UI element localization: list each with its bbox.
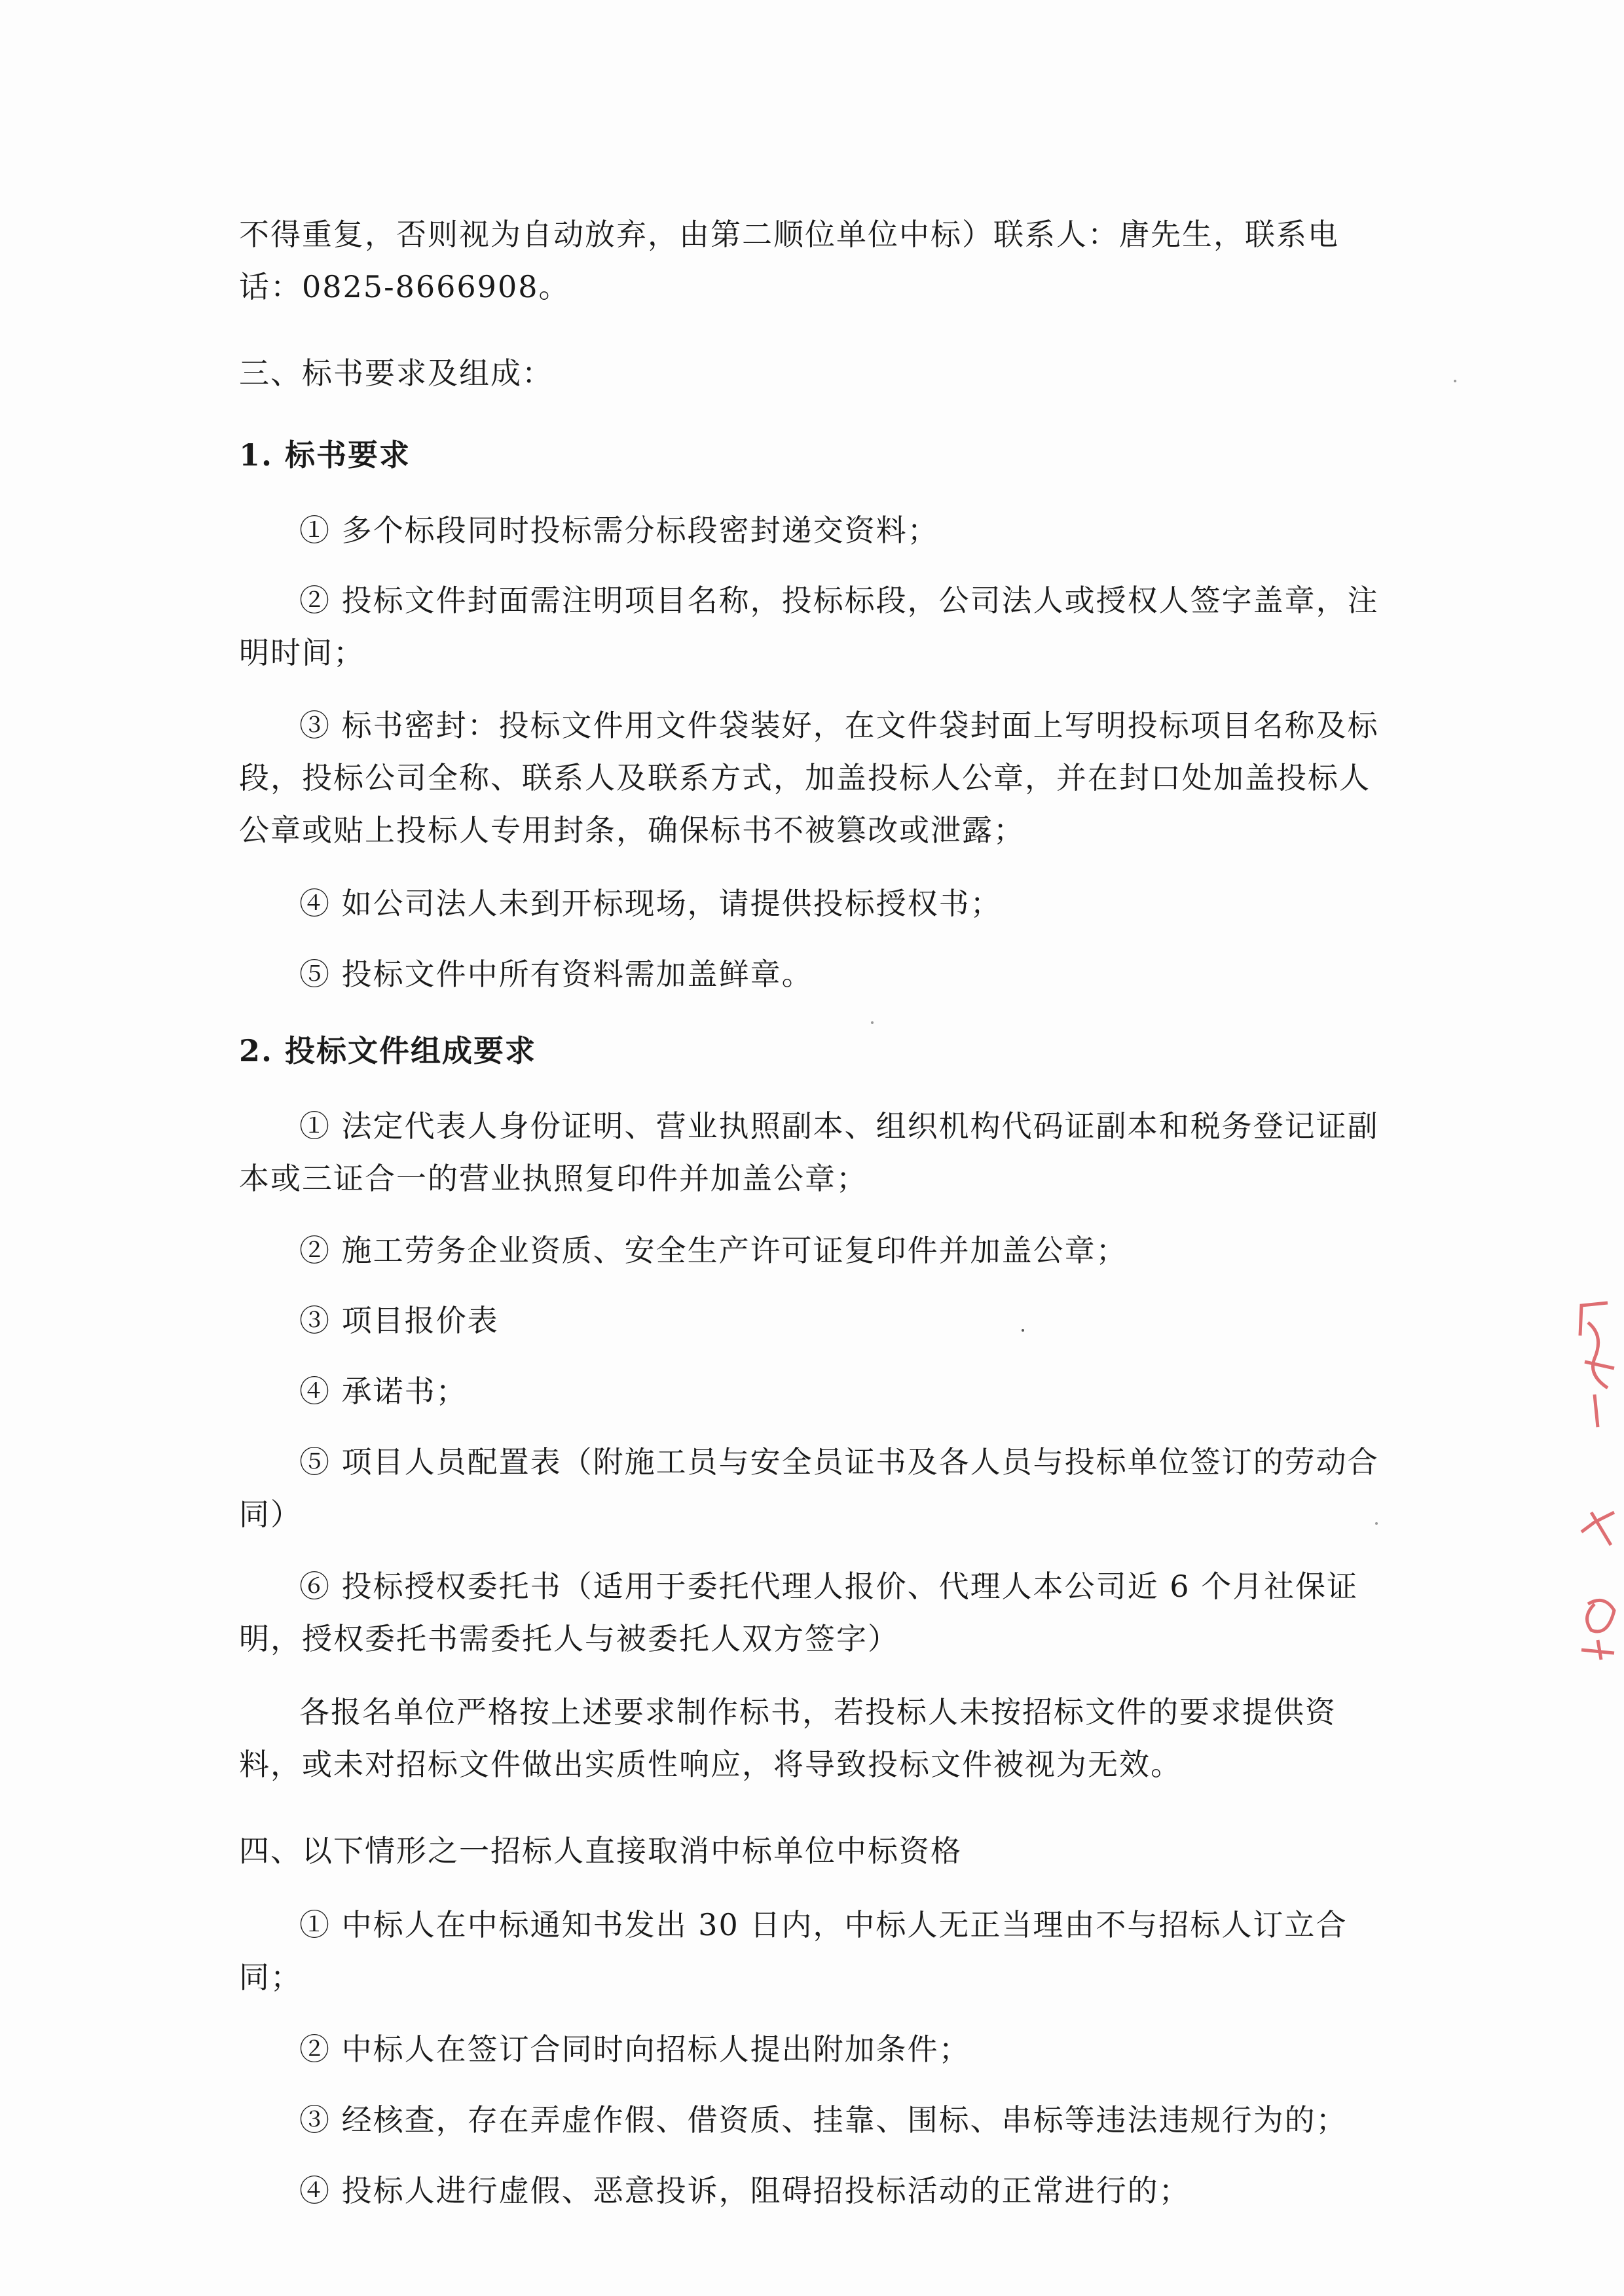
list-item: ④ 投标人进行虚假、恶意投诉，阻碍招投标活动的正常进行的；: [299, 2173, 1190, 2208]
list-item: ⑤ 项目人员配置表（附施工员与安全员证书及各人员与投标单位签订的劳动合同）: [239, 1444, 1379, 1532]
subsection-2-heading: 2. 投标文件组成要求: [239, 1033, 537, 1068]
list-item: ③ 项目报价表: [299, 1303, 499, 1338]
list-item: ① 中标人在中标通知书发出 30 日内，中标人无正当理由不与招标人订立合同；: [239, 1907, 1348, 1995]
scan-speck: [871, 1021, 874, 1024]
paragraph-continuation: 不得重复，否则视为自动放弃，由第二顺位单位中标）联系人：唐先生，联系电话：0825-8666908。: [239, 217, 1339, 304]
section-4-heading: 四、以下情形之一招标人直接取消中标单位中标资格: [239, 1833, 962, 1868]
scan-speck: [1454, 380, 1456, 382]
list-item: ① 多个标段同时投标需分标段密封递交资料；: [299, 513, 939, 548]
scan-speck: [1375, 1522, 1378, 1525]
list-item: ④ 承诺书；: [299, 1374, 468, 1409]
subsection-1-heading: 1. 标书要求: [239, 437, 411, 473]
list-item: ② 中标人在签订合同时向招标人提出附加条件；: [299, 2032, 970, 2067]
list-item: ③ 标书密封：投标文件用文件袋装好，在文件袋封面上写明投标项目名称及标段，投标公司全称、联系人及联系方式，加盖投标人公章，并在封口处加盖投标人公章或贴上投标人专用封条，确保标书不被篡改或泄露；: [239, 708, 1379, 848]
list-item: ② 投标文件封面需注明项目名称，投标标段，公司法人或授权人签字盖章，注明时间；: [239, 583, 1379, 670]
list-item: ④ 如公司法人未到开标现场，请提供投标授权书；: [299, 886, 1002, 921]
list-item: ⑤ 投标文件中所有资料需加盖鲜章。: [299, 957, 813, 992]
list-item: ① 法定代表人身份证明、营业执照副本、组织机构代码证副本和税务登记证副本或三证合一的营业执照复印件并加盖公章；: [239, 1108, 1379, 1196]
section-3-heading: 三、标书要求及组成：: [239, 355, 553, 391]
list-item: ② 施工劳务企业资质、安全生产许可证复印件并加盖公章；: [299, 1233, 1128, 1268]
list-item: ③ 经核查，存在弄虚作假、借资质、挂靠、围标、串标等违法违规行为的；: [299, 2102, 1348, 2138]
note-paragraph: 各报名单位严格按上述要求制作标书，若投标人未按招标文件的要求提供资料，或未对招标文件做出实质性响应，将导致投标文件被视为无效。: [239, 1694, 1337, 1782]
scan-speck: [1022, 1329, 1024, 1332]
seal-stamp: [1568, 1296, 1624, 1663]
list-item: ⑥ 投标授权委托书（适用于委托代理人报价、代理人本公司近 6 个月社保证明，授权委托书需委托人与被委托人双方签字）: [239, 1569, 1359, 1656]
